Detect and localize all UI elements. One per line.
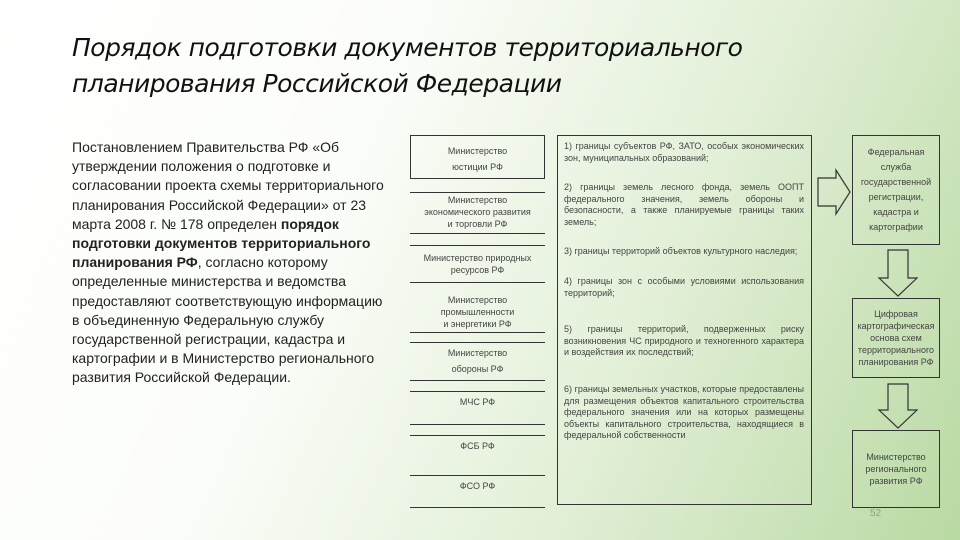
boundary-item: 5) границы территорий, подверженных риску возникновения ЧС природного и техногенного характера и воздействия их последствий; [564,324,804,357]
arrow-right-icon [816,168,852,218]
slide-title: Порядок подготовки документов территориального планирования Российской Федерации [72,33,743,98]
divider [410,475,545,476]
intro-text-end: , согласно которому определенные министерства и ведомства предоставляют соответствующую информацию в объединенную Федеральную службу государственной регистрации, кадастра и картографии и в Министерство регионального развития Российской Федерации. [72,254,383,386]
ministry-fso: ФСО РФ [459,481,496,491]
ministry-label: Министерство природных ресурсов РФ [423,253,532,275]
boundary-item: 2) границы земель лесного фонда, земель ООПТ федерального значения, земель обороны и безопасности, а также планируемые границы таких земель; [564,182,804,227]
flow-box-digital-map [852,298,940,378]
boundary-item: 4) границы зон с особыми условиями использования территорий; [564,276,804,298]
ministry-economy [410,194,545,230]
boundary-item: 1) границы субъектов РФ, ЗАТО, особых экономических зон, муниципальных образований; [564,141,804,163]
flow-box-rosreestr [852,135,940,245]
divider [410,380,545,381]
ministry-emergency: МЧС РФ [459,397,496,407]
boundary-item: 3) границы территорий объектов культурного наследия; [564,246,798,256]
ministry-label: Министерство экономического развития и торговли РФ [424,195,531,229]
divider [410,192,545,193]
ministry-box-justice [410,135,545,179]
ministry-label: Министерство юстиции РФ [447,146,508,172]
arrow-down-icon [880,384,920,430]
divider [410,424,545,425]
intro-paragraph [72,138,392,388]
flow-label: Министерство регионального развития РФ [865,452,927,486]
flow-label: Цифровая картографическая основа схем территориального планирования РФ [857,309,935,367]
flow-box-regional-ministry [852,430,940,508]
ministry-label: Министерство промышленности и энергетики РФ [440,295,515,329]
intro-bold-text: порядок подготовки документов территориального планирования РФ [72,215,371,271]
ministry-defense [410,344,545,378]
arrow-down-icon [880,250,920,298]
boundary-item: 6) границы земельных участков, которые предоставлены для размещения объектов капитального строительства федерального значения или на которых размещены объекты капитального строительства, находящиеся в федеральной собственности [564,384,804,440]
divider [410,233,545,234]
divider [410,282,545,283]
divider [410,245,545,246]
divider [410,507,545,508]
boundaries-box [557,135,812,505]
ministry-natural-resources [410,247,545,281]
ministry-label: Министерство обороны РФ [447,348,508,374]
divider [410,435,545,436]
divider [410,332,545,333]
divider [410,391,545,392]
intro-text: Постановлением Правительства РФ «Об утверждении положения о подготовке и согласовании проекта схемы территориального планирования Российской Федерации» от 23 марта 2008 г. № 178 определен [72,139,384,232]
flow-label: Федеральная служба государственной регистрации, кадастра и картографии [860,147,932,232]
ministry-fsb: ФСБ РФ [460,441,495,451]
page-number: 52 [870,508,882,519]
ministry-industry [410,294,545,330]
divider [410,342,545,343]
